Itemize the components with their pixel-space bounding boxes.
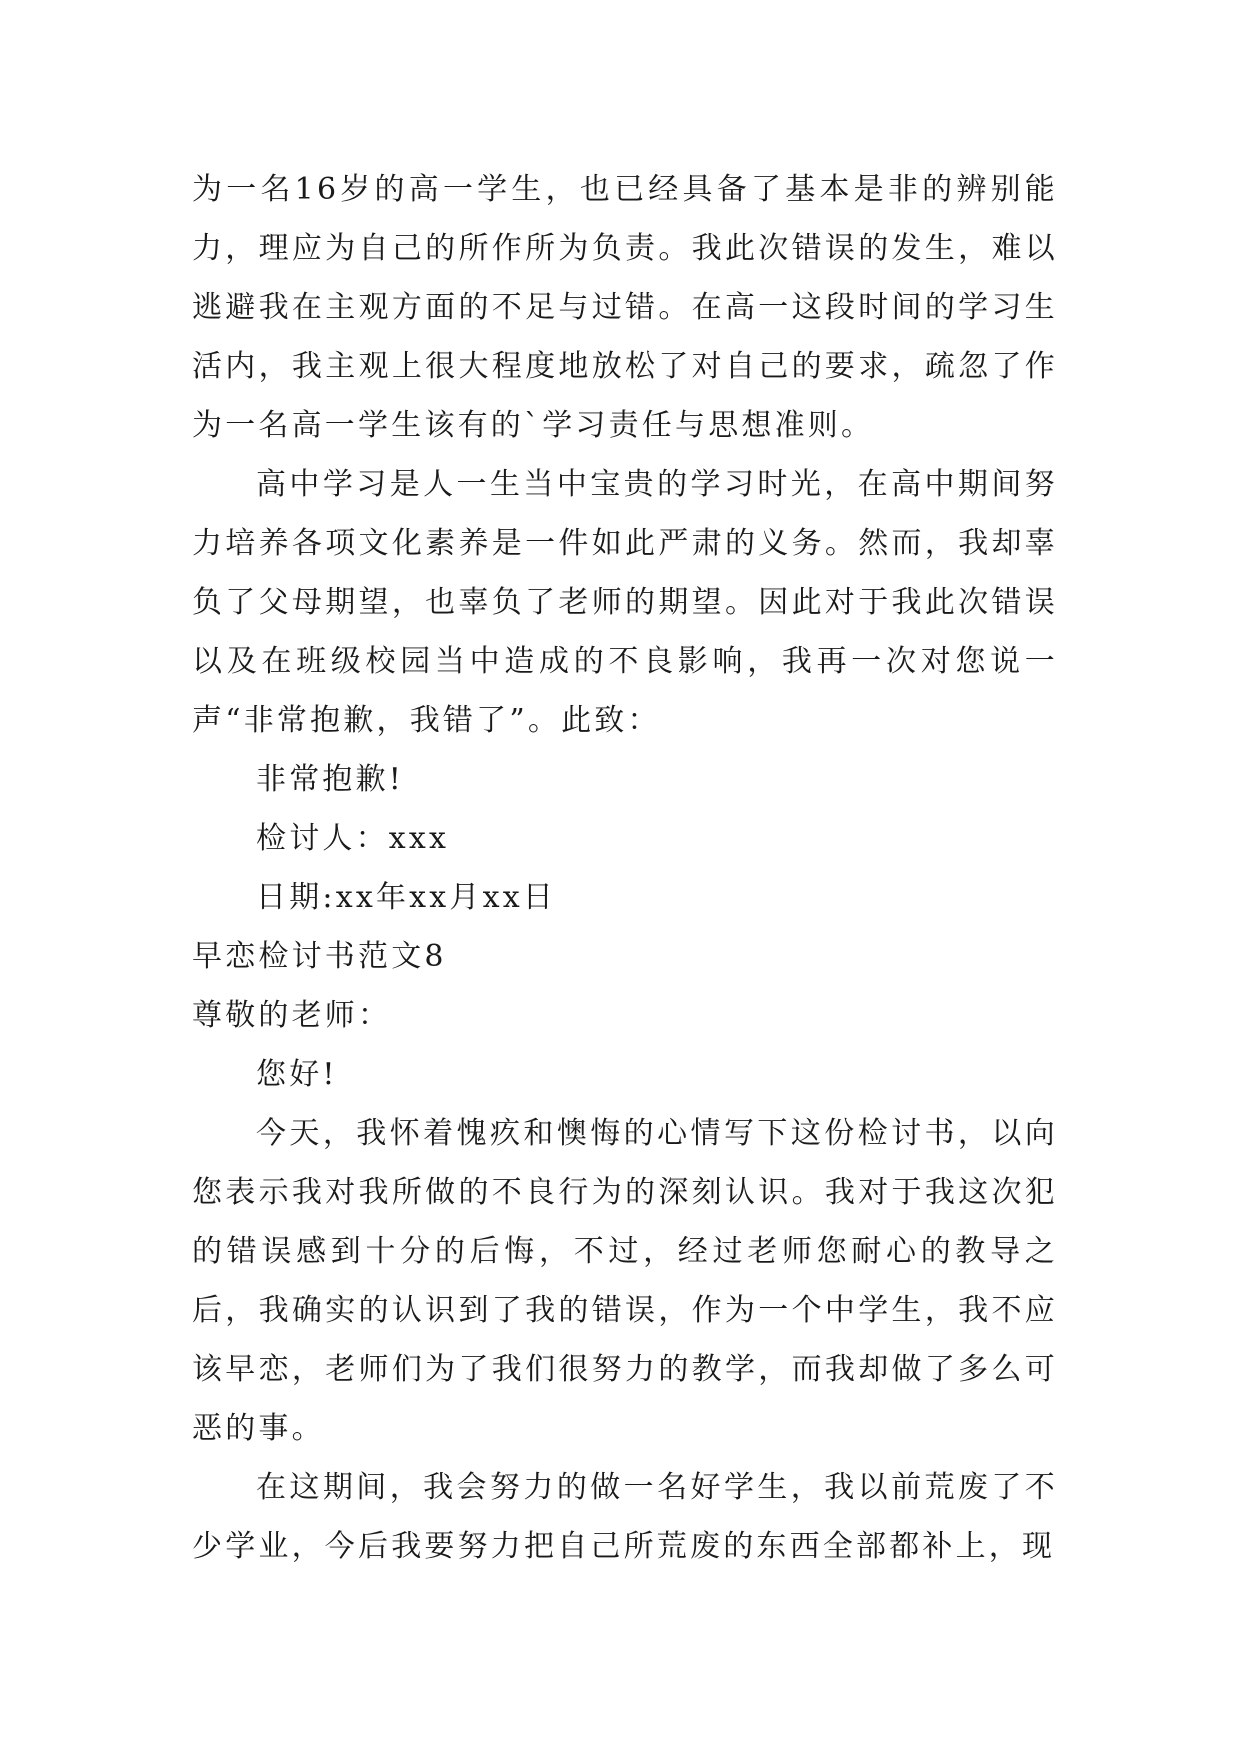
paragraph-continuation: 为一名16岁的高一学生，也已经具备了基本是非的辨别能力，理应为自己的所作所为负责。我此次错误的发生，难以逃避我在主观方面的不足与过错。在高一这段时间的学习生活内，我主观上很大程度地放松了对自己的要求，疏忽了作为一名高一学生该有的`学习责任与思想准则。 <box>192 172 1058 443</box>
paragraph-body: 高中学习是人一生当中宝贵的学习时光，在高中期间努力培养各项文化素养是一件如此严肃的义务。然而，我却辜负了父母期望，也辜负了老师的期望。因此对于我此次错误以及在班级校园当中造成的不良影响，我再一次对您说一声“非常抱歉，我错了”。此致： <box>192 467 1058 738</box>
date-line: 日期:xx年xx月xx日 <box>256 880 557 915</box>
closing-line: 非常抱歉! <box>256 762 405 797</box>
signature-line: 检讨人：xxx <box>256 821 450 856</box>
greeting: 您好! <box>256 1057 338 1092</box>
document-body <box>192 160 1058 1576</box>
paragraph-body: 在这期间，我会努力的做一名好学生，我以前荒废了不少学业，今后我要努力把自己所荒废的东西全部都补上，现 <box>192 1470 1058 1564</box>
salutation: 尊敬的老师： <box>192 998 392 1033</box>
paragraph-body: 今天，我怀着愧疚和懊悔的心情写下这份检讨书，以向您表示我对我所做的不良行为的深刻认识。我对于我这次犯的错误感到十分的后悔，不过，经过老师您耐心的教导之后，我确实的认识到了我的错误，作为一个中学生，我不应该早恋，老师们为了我们很努力的教学，而我却做了多么可恶的事。 <box>192 1116 1058 1446</box>
section-title: 早恋检讨书范文8 <box>192 939 447 974</box>
